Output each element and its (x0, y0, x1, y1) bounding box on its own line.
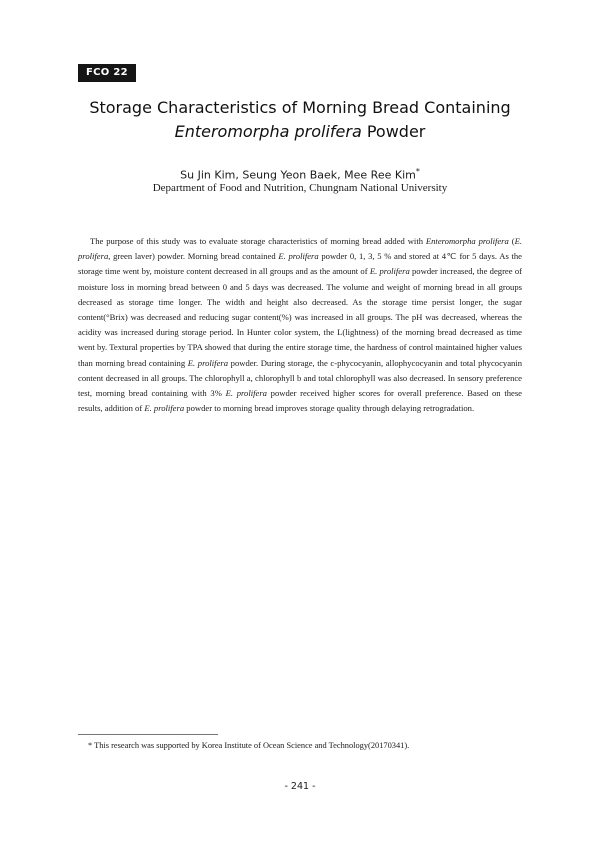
abstract-species-name: E. prolifera (278, 251, 319, 262)
page-number: - 241 - (284, 781, 316, 792)
abstract-text: ( (508, 236, 515, 246)
abstract-text: powder 0, 1, 3, 5 % and stored at 4℃ for 5 days. As the storage time went by, moisture content decreased in all groups and as the amount of (78, 251, 522, 277)
abstract-species-name: E. prolifera (187, 357, 229, 368)
abstract-text: powder received higher scores for overall preference. Based on these results, addition of (78, 388, 522, 414)
abstract-species-name: E. prolifera (78, 236, 522, 262)
abstract-species-name: Enteromorpha prolifera (425, 236, 509, 246)
title-line-2-rest: Powder (361, 122, 426, 141)
session-code-badge: FCO 22 (78, 64, 136, 82)
paper-title (60, 96, 540, 144)
author-list (60, 164, 540, 183)
author-names: Su Jin Kim, Seung Yeon Baek, Mee Ree Kim (180, 168, 416, 182)
abstract-species-name: E. prolifera (225, 388, 267, 399)
abstract-species-name: E. prolifera (369, 266, 410, 277)
funding-footnote: * This research was supported by Korea Institute of Ocean Science and Technology(20170341). (88, 741, 410, 750)
title-species-name: Enteromorpha prolifera (174, 122, 362, 141)
author-affiliation: Department of Food and Nutrition, Chungnam National University (152, 182, 448, 194)
title-line-2 (60, 120, 540, 144)
title-line-1: Storage Characteristics of Morning Bread Containing (89, 98, 511, 117)
abstract-text: powder to morning bread improves storage quality through delaying retrogradation. (184, 403, 475, 414)
abstract-text: powder increased, the degree of moisture loss in morning bread between 0 and 5 days was decreased. The volume and weight of morning bread in all groups decreased as storage time longer. The width and height also decreased. As the storage time persist longer, the sugar content(°Brix) was decreased and reducing sugar content(%) was increased in all groups. The pH was decreased, whereas the acidity was increased during storage period. In Hunter color system, the L(lightness) of the morning bread decreased as time went by. Textural properties by TPA showed that during the entire storage time, the hardness of control maintained higher values than morning bread containing (78, 266, 522, 368)
abstract-text: The purpose of this study was to evaluate storage characteristics of morning bread added with (90, 236, 426, 246)
abstract-text: powder. During storage, the c-phycocyanin, allophycocyanin and total phycocyanin content decreased in all groups. The chlorophyll a, chlorophyll b and total chlorophyll was also decreased. In sensory preference test, morning bread containing with 3% (78, 357, 522, 399)
corresponding-author-mark: * (415, 167, 420, 176)
abstract-species-name: E. prolifera (144, 403, 185, 414)
abstract-paragraph (78, 234, 522, 416)
footnote-divider (78, 734, 218, 735)
abstract-text: , green laver) powder. Morning bread contained (108, 251, 279, 262)
